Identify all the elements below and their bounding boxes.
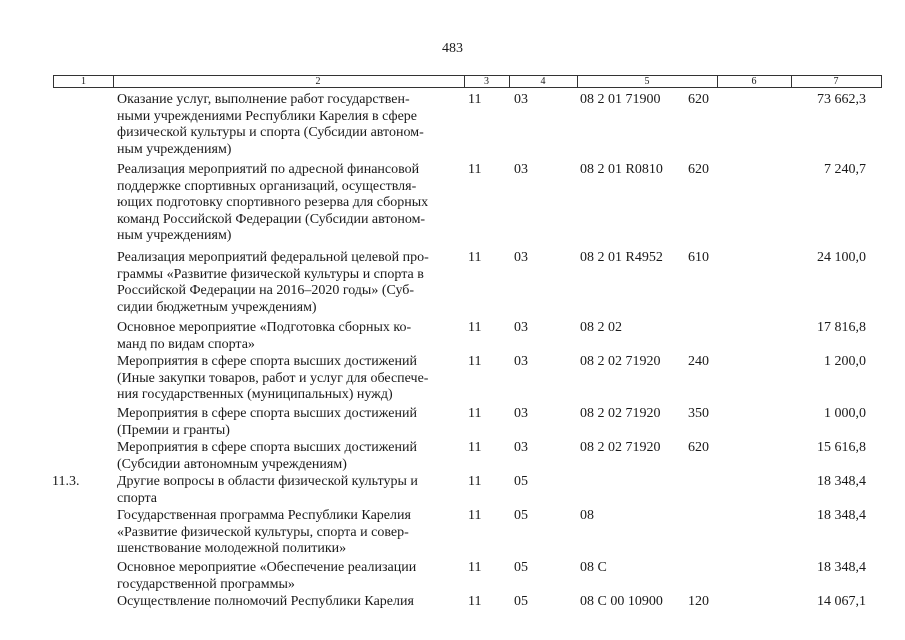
description-line: ными учреждениями Республики Карелия в сфере (117, 108, 418, 124)
row-description (117, 508, 451, 558)
header-col-3: 3 (484, 76, 489, 87)
row-subsection: 03 (514, 92, 528, 107)
header-col-5: 5 (644, 76, 650, 87)
row-amount: 15 616,8 (817, 440, 866, 455)
description-line: команд Российской Федерации (Субсидии автоном- (117, 211, 426, 227)
description-line: Основное мероприятие «Подготовка сборных ко- (117, 320, 412, 335)
row-expense-type: 620 (688, 162, 709, 177)
description-line: Мероприятия в сфере спорта высших достижений (117, 354, 417, 369)
row-amount: 14 067,1 (817, 594, 866, 609)
row-section: 11 (468, 594, 482, 609)
row-amount: 7 240,7 (824, 162, 866, 177)
row-target-article: 08 С 00 10900 (580, 594, 663, 609)
row-amount: 73 662,3 (817, 92, 866, 107)
description-line: Мероприятия в сфере спорта высших достижений (117, 440, 417, 455)
description-line: (Премии и гранты) (117, 422, 230, 438)
row-section: 11 (468, 250, 482, 265)
row-subsection: 05 (514, 508, 528, 523)
description-line: «Развитие физической культуры, спорта и совер- (117, 524, 409, 540)
description-line: физической культуры и спорта (Субсидии автоном- (117, 125, 424, 140)
page-number: 483 (442, 41, 463, 56)
description-line: шенствование молодежной политики» (117, 541, 347, 556)
description-line: спорта (117, 490, 158, 506)
row-section: 11 (468, 508, 482, 523)
row-subsection: 03 (514, 440, 528, 455)
row-target-article: 08 2 02 71920 (580, 354, 661, 369)
description-line: государственной программы» (117, 576, 295, 592)
row-section: 11 (468, 474, 482, 489)
row-section: 11 (468, 162, 482, 177)
row-subsection: 05 (514, 594, 528, 609)
row-expense-type: 240 (688, 354, 709, 369)
row-expense-type: 120 (688, 594, 709, 609)
description-line: Реализация мероприятий по адресной финансовой (117, 162, 420, 177)
row-description (117, 406, 451, 439)
row-target-article: 08 2 02 (580, 320, 622, 335)
row-section: 11 (468, 320, 482, 335)
header-col-4: 4 (540, 76, 546, 87)
row-description (117, 162, 451, 245)
header-col-1: 1 (81, 76, 86, 87)
row-expense-type: 610 (688, 250, 709, 265)
description-line: ным учреждениям) (117, 141, 232, 157)
description-line: Реализация мероприятий федеральной целевой про- (117, 250, 429, 265)
description-line: ющих подготовку спортивного резерва для сборных (117, 195, 429, 210)
row-section: 11 (468, 406, 482, 421)
row-description (117, 594, 451, 611)
row-subsection: 03 (514, 320, 528, 335)
description-line: Основное мероприятие «Обеспечение реализации (117, 560, 417, 575)
description-line: Российской Федерации на 2016–2020 годы» (Суб- (117, 283, 415, 298)
description-line: поддержке спортивных организаций, осуществля- (117, 178, 417, 194)
description-line: сидии бюджетным учреждениям) (117, 299, 317, 315)
row-section: 11 (468, 440, 482, 455)
row-subsection: 03 (514, 250, 528, 265)
description-line: манд по видам спорта» (117, 336, 255, 352)
header-col-2: 2 (315, 76, 321, 87)
row-description (117, 560, 451, 593)
description-line: Другие вопросы в области физической культуры и (117, 474, 418, 489)
row-subsection: 05 (514, 560, 528, 575)
description-line: Оказание услуг, выполнение работ государствен- (117, 92, 410, 107)
row-amount: 18 348,4 (817, 474, 866, 489)
header-col-7: 7 (833, 76, 839, 87)
row-section: 11 (468, 354, 482, 369)
row-description (117, 440, 451, 473)
row-description (117, 320, 451, 353)
description-line: Мероприятия в сфере спорта высших достижений (117, 406, 417, 421)
row-description (117, 92, 451, 158)
description-line: Осуществление полномочий Республики Карелия (117, 594, 414, 609)
row-expense-type: 350 (688, 406, 709, 421)
row-subsection: 03 (514, 162, 528, 177)
row-section: 11 (468, 560, 482, 575)
table-header (53, 75, 882, 88)
row-amount: 18 348,4 (817, 508, 866, 523)
description-line: граммы «Развитие физической культуры и спорта в (117, 266, 424, 282)
description-line: Государственная программа Республики Карелия (117, 508, 411, 523)
row-expense-type: 620 (688, 440, 709, 455)
row-target-article: 08 2 02 71920 (580, 406, 661, 421)
row-subsection: 03 (514, 406, 528, 421)
description-line: ным учреждениям) (117, 228, 232, 243)
row-subsection: 03 (514, 354, 528, 369)
row-target-article: 08 2 01 R0810 (580, 162, 663, 177)
row-number: 11.3. (52, 474, 80, 489)
row-amount: 1 000,0 (824, 406, 866, 421)
row-amount: 18 348,4 (817, 560, 866, 575)
row-subsection: 05 (514, 474, 528, 489)
row-target-article: 08 (580, 508, 594, 523)
row-description (117, 250, 451, 316)
description-line: (Иные закупки товаров, работ и услуг для обеспече- (117, 370, 429, 386)
row-expense-type: 620 (688, 92, 709, 107)
row-description (117, 474, 451, 507)
row-target-article: 08 2 01 R4952 (580, 250, 663, 265)
row-amount: 17 816,8 (817, 320, 866, 335)
header-col-6: 6 (751, 76, 757, 87)
row-target-article: 08 С (580, 560, 607, 575)
description-line: (Субсидии автономным учреждениям) (117, 456, 347, 472)
row-target-article: 08 2 01 71900 (580, 92, 661, 107)
row-description (117, 354, 451, 404)
row-target-article: 08 2 02 71920 (580, 440, 661, 455)
row-amount: 1 200,0 (824, 354, 866, 369)
row-amount: 24 100,0 (817, 250, 866, 265)
row-section: 11 (468, 92, 482, 107)
description-line: ния государственных (муниципальных) нужд) (117, 387, 393, 402)
